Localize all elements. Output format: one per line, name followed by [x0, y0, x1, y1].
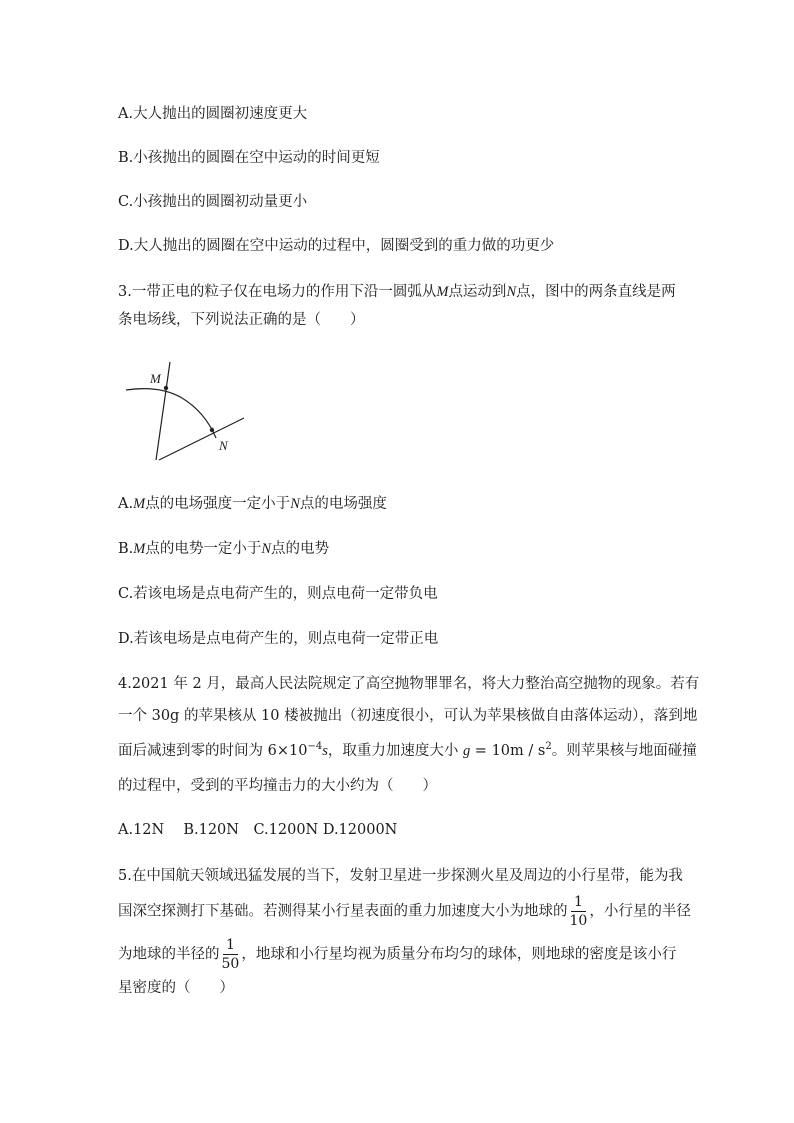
q4-stem-line-2: 一个 30g 的苹果核从 10 楼被抛出（初速度很小，可认为苹果核做自由落体运动），落到地 [118, 708, 698, 724]
q5-stem-line-1: 5.在中国航天领域迅猛发展的当下，发射卫星进一步探测火星及周边的小行星带，能为我 [118, 868, 683, 884]
q2-option-c: C.小孩抛出的圆圈初动量更小 [118, 194, 308, 210]
point-n: N [506, 284, 517, 300]
label-m: M [150, 371, 161, 386]
q2-option-d: D.大人抛出的圆圈在空中运动的过程中，圆圈受到的重力做的功更少 [118, 238, 555, 254]
q4-stem-line-4: 的过程中，受到的平均撞击力的大小约为（ ） [118, 778, 437, 794]
q4-stem-line-3: 面后减速到零的时间为 $6\times 10^{-4}s$，取重力加速度大小 $g = 10m / s^2$。则苹果核与地面碰撞 [118, 741, 697, 759]
q3-stem-line-2: 条电场线，下列说法正确的是（ ） [118, 312, 365, 328]
q5-stem-line-3: 为地球的半径的 $\frac{1}{50}$ ，地球和小行星均视为质量分布均匀的球体，则地球的密度是该小行 [118, 937, 677, 972]
label-n: N [219, 438, 228, 453]
q3-option-d: D.若该电场是点电荷产生的，则点电荷一定带正电 [118, 631, 439, 647]
time-formula: $6\times 10^{-4}s$ [267, 741, 328, 759]
q3-option-b: B.M点的电势一定小于N点的电势 [118, 541, 330, 557]
field-lines-diagram [120, 360, 250, 465]
gravity-formula: $g = 10m / s^2$ [462, 741, 552, 759]
trajectory-arc [126, 389, 216, 438]
q3-stem-line-1: 3.一带正电的粒子仅在电场力的作用下沿一圆弧从M点运动到N点，图中的两条直线是两 [118, 284, 676, 300]
q2-option-b: B.小孩抛出的圆圈在空中运动的时间更短 [118, 150, 380, 166]
q2-option-a: A.大人抛出的圆圈初速度更大 [118, 106, 308, 122]
q5-stem-line-4: 星密度的（ ） [118, 980, 234, 996]
point-m-dot [164, 386, 168, 390]
field-line-2 [159, 418, 244, 460]
fraction-one-tenth: $\frac{1}{10}$ [569, 894, 588, 929]
q4-stem-line-1: 4.2021 年 2 月，最高人民法院规定了高空抛物罪罪名，将大力整治高空抛物的现象。若有 [118, 676, 700, 692]
point-n-dot [210, 428, 214, 432]
q4-options: A.12N B.120N C.1200N D.12000N [118, 822, 398, 838]
fraction-one-fiftieth: $\frac{1}{50}$ [221, 937, 240, 972]
q5-stem-line-2: 国深空探测打下基础。若测得某小行星表面的重力加速度大小为地球的 $\frac{1}{10}$ ，小行星的半径 [118, 894, 691, 929]
q3-option-c: C.若该电场是点电荷产生的，则点电荷一定带负电 [118, 586, 438, 602]
q3-option-a: A.M点的电场强度一定小于N点的电场强度 [118, 496, 387, 512]
point-m: M [436, 284, 449, 300]
electric-field-figure [120, 360, 250, 469]
